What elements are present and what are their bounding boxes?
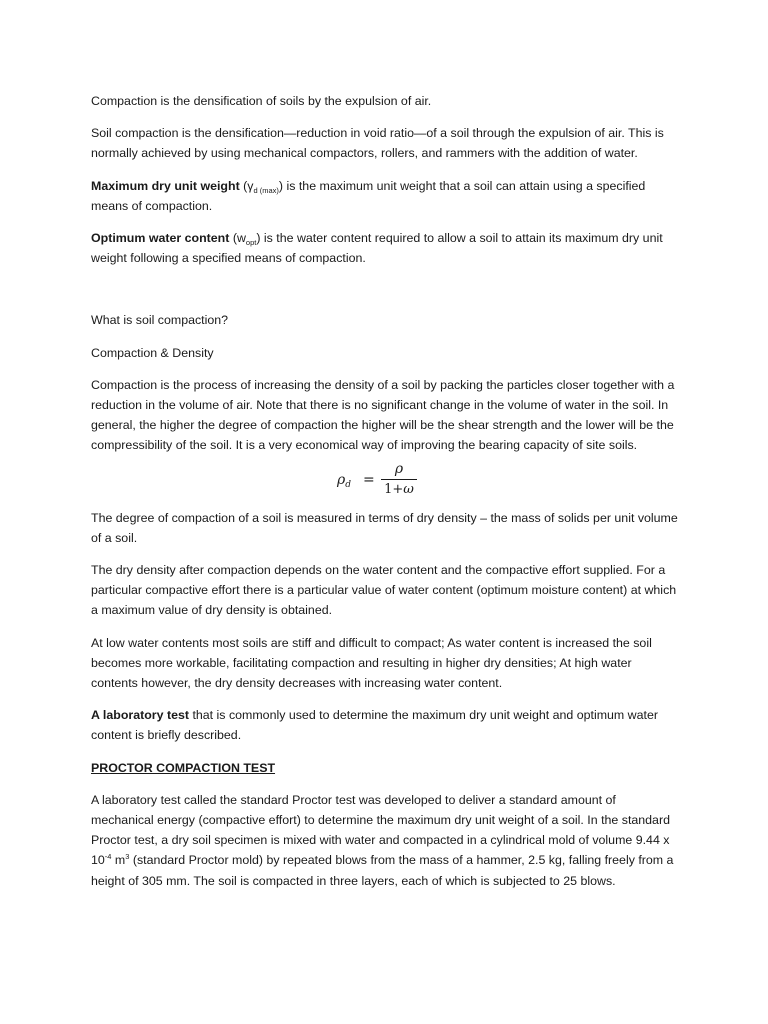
- formula-omega: ω: [403, 481, 414, 497]
- paragraph-subheading: Compaction & Density: [91, 345, 214, 360]
- paragraph-question: What is soil compaction?: [91, 313, 229, 328]
- paragraph-proctor-test: [91, 790, 681, 891]
- formula-fraction: [379, 460, 419, 499]
- term-max-dry-unit-weight: Maximum dry unit weight: [91, 178, 240, 193]
- section-heading-proctor: [91, 758, 681, 778]
- formula-numerator: ρ: [394, 460, 404, 477]
- paragraph-laboratory-test: [91, 705, 681, 745]
- paragraph-optimum-water-content: [91, 228, 681, 268]
- document-body: [91, 91, 681, 903]
- formula-subscript-d: d: [345, 479, 351, 490]
- formula-one-plus: 1+: [384, 481, 404, 497]
- superscript-exponent-3: 3: [125, 852, 130, 862]
- paragraph-compaction-process: Compaction is the process of increasing the density of a soil by packing the particles closer together with a reduction in the volume of air. Note that there is no significant change in the volume of water in the soil. In general, the higher the degree of compaction the higher will be the shear strength and the lower will be the compressibility of the soil. It is a very economical way of improving the bearing capacity of site soils.: [91, 377, 675, 453]
- superscript-exponent-minus-4: -4: [104, 852, 112, 862]
- formula-denominator: [379, 480, 419, 499]
- text-proctor-a: A laboratory test called the standard Proctor test was developed to deliver a standard amount of mechanical energy (compactive effort) to determine the maximum dry unit weight of a soil. In the standard Proctor test, a dry soil specimen is mixed with water and compacted in a cylindrical mold of volume 9.44 x 10: [91, 792, 670, 868]
- dry-density-formula: [91, 460, 681, 500]
- spacer: [91, 280, 681, 310]
- paragraph-water-content-effects: At low water contents most soils are stiff and difficult to compact; As water content is increased the soil becomes more workable, facilitating compaction and resulting in higher dry densities; At high water contents however, the dry density decreases with increasing water content.: [91, 635, 652, 691]
- formula-lhs: [337, 470, 351, 490]
- formula-rho-d: ρ: [337, 471, 346, 488]
- text-proctor-b: m: [111, 853, 126, 868]
- paragraph-dry-density-after-compaction: The dry density after compaction depends on the water content and the compactive effort supplied. For a particular compactive effort there is a particular value of water content (optimum moisture content) at which a maximum value of dry density is obtained.: [91, 563, 677, 618]
- symbol-gamma: γ: [247, 178, 254, 193]
- text-open-paren: (: [239, 178, 248, 193]
- text-open-paren-w: (w: [229, 231, 246, 246]
- text-proctor-c: (standard Proctor mold) by repeated blows from the mass of a hammer, 2.5 kg, falling freely from a height of 305 mm. The soil is compacted in three layers, each of which is subjected to 25 blows.: [91, 853, 674, 888]
- term-optimum-water-content: Optimum water content: [91, 231, 230, 246]
- subscript-opt: opt: [245, 238, 257, 248]
- term-laboratory-test: A laboratory test: [91, 708, 189, 723]
- paragraph-compaction-definition: Compaction is the densification of soils by the expulsion of air.: [91, 94, 432, 108]
- formula-equals: =: [363, 471, 375, 488]
- subscript-d-max: d (max): [253, 185, 279, 195]
- text-definition: ) is the water content required to allow a soil to attain its maximum dry unit weight following a specified means of compaction.: [91, 231, 663, 266]
- paragraph-degree-of-compaction: The degree of compaction of a soil is measured in terms of dry density – the mass of solids per unit volume of a soil.: [91, 510, 678, 545]
- text-laboratory-test-rest: that is commonly used to determine the maximum dry unit weight and optimum water content is briefly described.: [91, 708, 658, 743]
- heading-proctor-compaction-test: PROCTOR COMPACTION TEST: [91, 760, 276, 775]
- paragraph-max-dry-unit-weight: [91, 176, 681, 216]
- text-definition: ) is the maximum unit weight that a soil can attain using a specified means of compaction.: [91, 178, 646, 213]
- paragraph-soil-compaction: Soil compaction is the densification—reduction in void ratio—of a soil through the expulsion of air. This is normally achieved by using mechanical compactors, rollers, and rammers with the addition of water.: [91, 126, 664, 161]
